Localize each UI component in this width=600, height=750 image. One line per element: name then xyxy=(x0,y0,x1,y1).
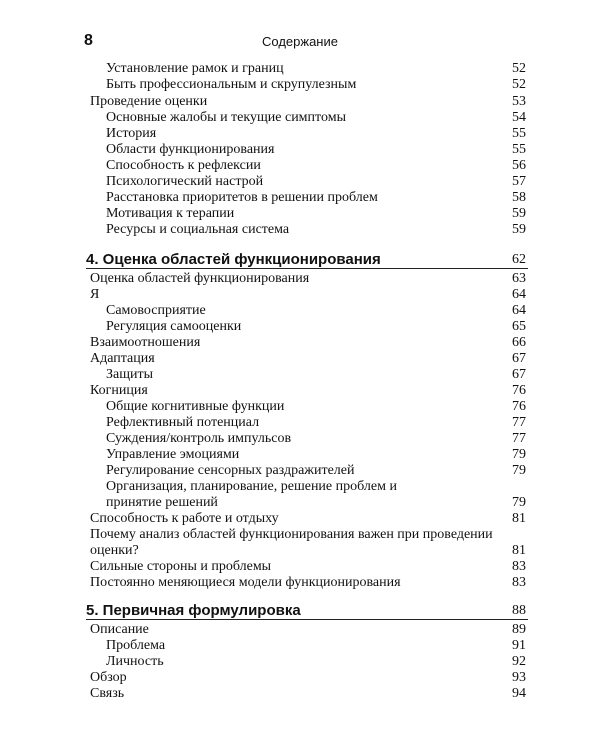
toc-entry-title: Проведение оценки xyxy=(90,94,208,109)
toc-entry-title: История xyxy=(106,126,157,141)
toc-entry-title: Почему анализ областей функционирования важен при проведении оценки? xyxy=(90,527,493,558)
toc-entry-title: Ресурсы и социальная система xyxy=(106,222,290,237)
toc-entry-title: Основные жалобы и текущие симптомы xyxy=(106,110,346,125)
toc-entry-title: Связь xyxy=(90,686,125,701)
toc-entry-page: 56 xyxy=(512,158,526,173)
toc-entry-title: Проблема xyxy=(106,638,166,653)
toc-entry[interactable] xyxy=(0,479,600,511)
toc-entry[interactable] xyxy=(0,527,600,559)
toc-entry-title: Способность к работе и отдыху xyxy=(90,511,279,526)
toc-entry-page: 67 xyxy=(512,367,526,382)
toc-entry-page: 52 xyxy=(512,61,526,76)
toc-entry-title: Организация, планирование, решение проблем и принятие решений xyxy=(106,479,397,510)
toc-entry-title: Я xyxy=(90,287,100,302)
toc-entry-page: 81 xyxy=(512,511,526,526)
toc-entry-page: 79 xyxy=(512,463,526,478)
toc-entry-page: 59 xyxy=(512,222,526,237)
toc-entry-title: Обзор xyxy=(90,670,127,685)
toc-entry-page: 64 xyxy=(512,287,526,302)
chapter-title: 4. Оценка областей функционирования xyxy=(86,251,381,268)
toc-entry-title: Суждения/контроль импульсов xyxy=(106,431,292,446)
toc-entry-title: Установление рамок и границ xyxy=(106,61,284,76)
chapter-page: 62 xyxy=(512,252,526,267)
toc-entry-page: 66 xyxy=(512,335,526,350)
toc-entry-title: Быть профессиональным и скрупулезным xyxy=(106,77,357,92)
toc-entry-title: Регуляция самооценки xyxy=(106,319,242,334)
toc-entry-page: 92 xyxy=(512,654,526,669)
toc-entry-page: 54 xyxy=(512,110,526,125)
toc-entry-title: Оценка областей функционирования xyxy=(90,271,310,286)
toc-entry-title: Сильные стороны и проблемы xyxy=(90,559,272,574)
toc-entry-page: 77 xyxy=(512,431,526,446)
toc-entry-page: 79 xyxy=(512,495,526,510)
toc-entry-page: 52 xyxy=(512,77,526,92)
toc-entry-title: Способность к рефлексии xyxy=(106,158,261,173)
toc-entry-page: 91 xyxy=(512,638,526,653)
toc-entry-title: Взаимоотношения xyxy=(90,335,201,350)
toc-entry-title: Личность xyxy=(106,654,164,669)
toc-entry-title: Описание xyxy=(90,622,149,637)
toc-entry-page: 93 xyxy=(512,670,526,685)
chapter-page: 88 xyxy=(512,603,526,618)
toc-entry-page: 64 xyxy=(512,303,526,318)
toc-entry-page: 77 xyxy=(512,415,526,430)
toc-entry-page: 83 xyxy=(512,575,526,590)
toc-entry-title: Постоянно меняющиеся модели функционирования xyxy=(90,575,401,590)
toc-entry-page: 94 xyxy=(512,686,526,701)
toc-entry-title: Защиты xyxy=(106,367,154,382)
toc-entry-title: Регулирование сенсорных раздражителей xyxy=(106,463,355,478)
toc-entry-page: 55 xyxy=(512,142,526,157)
toc-entry-title: Психологический настрой xyxy=(106,174,264,189)
toc-entry-page: 81 xyxy=(512,543,526,558)
toc-entry-title: Расстановка приоритетов в решении проблем xyxy=(106,190,378,205)
toc-entry-page: 83 xyxy=(512,559,526,574)
toc-entry-page: 63 xyxy=(512,271,526,286)
toc-entry-page: 59 xyxy=(512,206,526,221)
toc-entry-page: 65 xyxy=(512,319,526,334)
toc-entry-page: 89 xyxy=(512,622,526,637)
chapter-rule xyxy=(86,619,528,620)
toc-entry-page: 76 xyxy=(512,399,526,414)
page-number: 8 xyxy=(84,32,93,49)
toc-entry-page: 79 xyxy=(512,447,526,462)
toc-entry-page: 67 xyxy=(512,351,526,366)
toc-entry-page: 58 xyxy=(512,190,526,205)
running-head: Содержание xyxy=(262,34,338,49)
toc-entry-title: Когниция xyxy=(90,383,148,398)
toc-entry-title: Самовосприятие xyxy=(106,303,206,318)
toc-entry-title: Рефлективный потенциал xyxy=(106,415,260,430)
toc-entry-title: Общие когнитивные функции xyxy=(106,399,285,414)
toc-entry-page: 57 xyxy=(512,174,526,189)
chapter-rule xyxy=(86,268,528,269)
chapter-title: 5. Первичная формулировка xyxy=(86,602,301,619)
toc-entry-page: 76 xyxy=(512,383,526,398)
toc-entry-page: 53 xyxy=(512,94,526,109)
toc-entry-title: Мотивация к терапии xyxy=(106,206,235,221)
toc-entry-title: Управление эмоциями xyxy=(106,447,240,462)
toc-entry-title: Области функционирования xyxy=(106,142,275,157)
toc-entry-title: Адаптация xyxy=(90,351,155,366)
toc-entry-page: 55 xyxy=(512,126,526,141)
